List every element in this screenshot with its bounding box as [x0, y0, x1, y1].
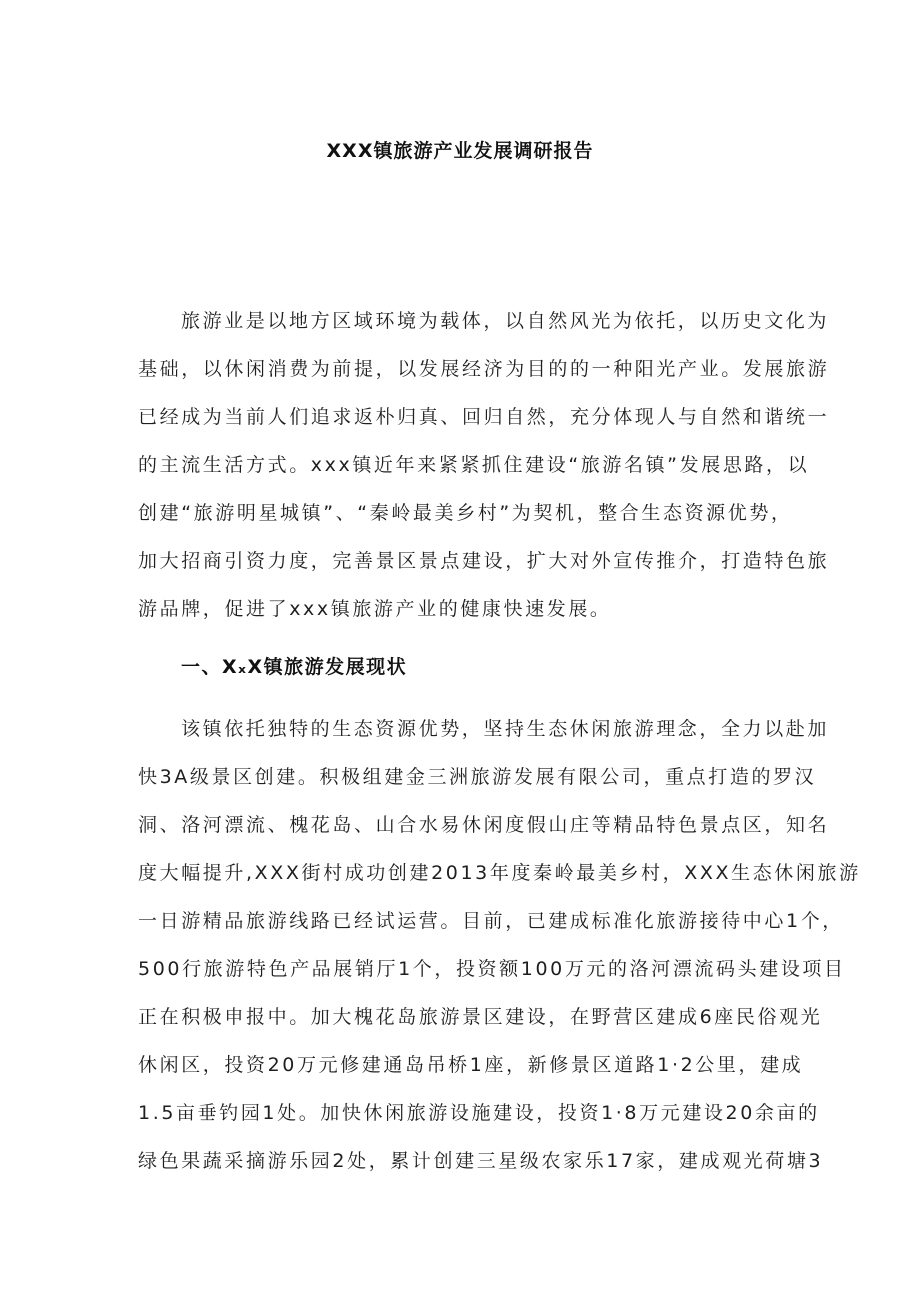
paragraph-line: 已经成为当前人们追求返朴归真、回归自然，充分体现人与自然和谐统一	[138, 406, 830, 428]
paragraph-line: 加大招商引资力度，完善景区景点建设，扩大对外宣传推介，打造特色旅	[138, 550, 830, 572]
paragraph-line: 度大幅提升,XXX街村成功创建2013年度秦岭最美乡村，XXX生态休闲旅游	[138, 862, 861, 884]
paragraph-line: 洞、洛河漂流、槐花岛、山合水易休闲度假山庄等精品特色景点区，知名	[138, 814, 830, 836]
paragraph-line: 休闲区，投资20万元修建通岛吊桥1座，新修景区道路1·2公里，建成	[138, 1054, 804, 1076]
paragraph-line: 基础，以休闲消费为前提，以发展经济为目的的一种阳光产业。发展旅游	[138, 358, 830, 380]
paragraph-line: 快3A级景区创建。积极组建金三洲旅游发展有限公司，重点打造的罗汉	[138, 766, 817, 788]
paragraph-line: 该镇依托独特的生态资源优势，坚持生态休闲旅游理念，全力以赴加	[181, 718, 830, 740]
paragraph-line: 绿色果蔬采摘游乐园2处，累计创建三星级农家乐17家，建成观光荷塘3	[138, 1150, 824, 1172]
section-heading: 一、XₓX镇旅游发展现状	[181, 656, 408, 678]
paragraph-line: 1.5亩垂钓园1处。加快休闲旅游设施建设，投资1·8万元建设20余亩的	[138, 1102, 820, 1124]
paragraph-line: 一日游精品旅游线路已经试运营。目前，已建成标准化旅游接待中心1个，	[138, 910, 844, 932]
paragraph-line: 正在积极申报中。加大槐花岛旅游景区建设，在野营区建成6座民俗观光	[138, 1006, 823, 1028]
paragraph-line: 游品牌，促进了xxx镇旅游产业的健康快速发展。	[138, 598, 612, 620]
paragraph-line: 创建“旅游明星城镇”、“秦岭最美乡村”为契机，整合生态资源优势，	[138, 502, 793, 524]
paragraph-line: 的主流生活方式。xxx镇近年来紧紧抓住建设“旅游名镇”发展思路，以	[138, 454, 810, 476]
paragraph-line: 旅游业是以地方区域环境为载体，以自然风光为依托，以历史文化为	[181, 310, 830, 332]
document-title: XXX镇旅游产业发展调研报告	[326, 140, 594, 162]
paragraph-line: 500行旅游特色产品展销厅1个，投资额100万元的洛河漂流码头建设项目	[138, 958, 846, 980]
